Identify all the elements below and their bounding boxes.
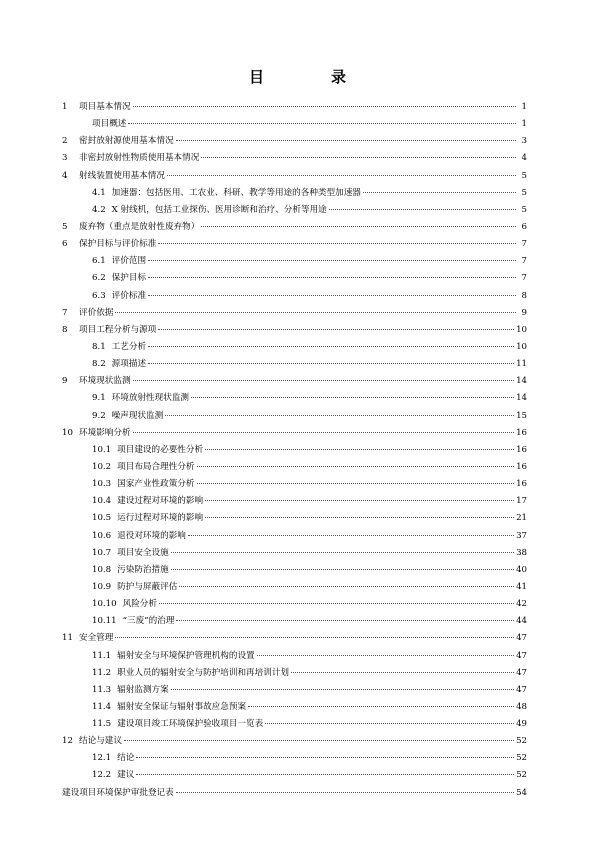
- toc-entry-number: 4.1: [92, 187, 106, 198]
- toc-entry-label: 射线装置使用基本情况: [79, 170, 165, 181]
- toc-entry-number: 9.1: [92, 393, 106, 404]
- toc-entry-page-number: 47: [516, 684, 527, 695]
- toc-entry-number: 8.1: [92, 341, 106, 352]
- toc-entry[interactable]: [62, 767, 527, 784]
- toc-entry-label: 防护与屏蔽评估: [117, 581, 178, 592]
- toc-entry-label: 职业人员的辐射安全与防护培训和再培训计划: [117, 667, 290, 678]
- toc-entry-page-number: 4: [521, 153, 527, 164]
- toc-entry-page-number: 17: [516, 496, 527, 507]
- toc-entry[interactable]: [62, 339, 527, 356]
- toc-entry-label: 评价范围: [111, 256, 147, 267]
- toc-leader-dots: [158, 243, 516, 244]
- toc-entry[interactable]: [62, 202, 527, 219]
- toc-entry-label: X 射线机，包括工业探伤、医用诊断和治疗、分析等用途: [111, 204, 327, 215]
- toc-entry[interactable]: [62, 390, 527, 407]
- toc-leader-dots: [171, 552, 514, 553]
- toc-entry[interactable]: [62, 579, 527, 596]
- toc-entry-number: 12: [62, 736, 73, 747]
- toc-entry[interactable]: [62, 510, 527, 527]
- toc-leader-dots: [191, 397, 514, 398]
- toc-entry[interactable]: [62, 322, 527, 339]
- toc-entry[interactable]: [62, 682, 527, 699]
- toc-entry-number: 11.4: [92, 701, 112, 712]
- toc-entry[interactable]: [62, 99, 527, 116]
- toc-entry-label: 建设项目竣工环境保护验收项目一览表: [117, 719, 264, 730]
- toc-entry-label: 风险分析: [122, 599, 157, 610]
- toc-leader-dots: [205, 517, 514, 518]
- toc-entry-page-number: 49: [516, 719, 527, 730]
- toc-entry-number: 10.4: [92, 496, 112, 507]
- toc-entry-number: 6.3: [92, 290, 106, 301]
- toc-leader-dots: [329, 209, 516, 210]
- toc-entry-page-number: 7: [521, 256, 527, 267]
- toc-entry-page-number: 48: [516, 701, 527, 712]
- toc-entry[interactable]: [62, 236, 527, 253]
- toc-leader-dots: [136, 757, 514, 758]
- toc-entry-page-number: 16: [516, 427, 527, 438]
- toc-entry-page-number: 5: [521, 170, 527, 181]
- toc-entry-label: 退役对环境的影响: [117, 530, 186, 541]
- toc-entry[interactable]: [62, 528, 527, 545]
- toc-entry-number: 10.6: [92, 530, 112, 541]
- toc-entry[interactable]: [62, 699, 527, 716]
- toc-entry-page-number: 6: [521, 221, 527, 232]
- toc-entry-label: 项目布局合理性分析: [117, 461, 195, 472]
- toc-leader-dots: [176, 792, 514, 793]
- toc-entry-label: 密封放射源使用基本情况: [79, 136, 174, 147]
- toc-entry-number: 8.2: [92, 359, 106, 370]
- toc-entry-label: 辐射安全保证与辐射事故应急预案: [117, 701, 247, 712]
- toc-entry[interactable]: [62, 373, 527, 390]
- toc-entry-label: 安全管理: [79, 633, 114, 644]
- toc-entry-page-number: 54: [516, 787, 527, 798]
- toc-entry[interactable]: [62, 785, 527, 802]
- toc-leader-dots: [197, 466, 515, 467]
- toc-entry-page-number: 44: [516, 616, 527, 627]
- toc-entry-label: 工艺分析: [111, 341, 147, 352]
- toc-entry-label: 加速器：包括医用、工农业、科研、教学等用途的各种类型加速器: [111, 187, 361, 198]
- toc-entry-number: 10.5: [92, 513, 112, 524]
- toc-leader-dots: [179, 586, 514, 587]
- toc-entry-page-number: 10: [516, 324, 527, 335]
- toc-entry[interactable]: [62, 270, 527, 287]
- toc-entry-label: “三废”的治理: [122, 616, 175, 627]
- toc-leader-dots: [148, 346, 514, 347]
- toc-leader-dots: [197, 483, 515, 484]
- toc-entry-page-number: 7: [521, 239, 527, 250]
- toc-entry-number: 11.1: [92, 650, 112, 661]
- toc-entry-number: 10: [62, 427, 73, 438]
- toc-leader-dots: [159, 603, 514, 604]
- toc-entry-page-number: 15: [516, 410, 527, 421]
- toc-entry-number: 7: [62, 307, 68, 318]
- toc-entry-number: 10.3: [92, 479, 112, 490]
- toc-entry-page-number: 10: [516, 341, 527, 352]
- toc-entry-page-number: 14: [516, 393, 527, 404]
- toc-entry-page-number: 3: [521, 136, 527, 147]
- toc-entry-page-number: 1: [521, 102, 527, 112]
- toc-entry-page-number: 47: [516, 650, 527, 661]
- toc-leader-dots: [205, 449, 514, 450]
- toc-entry-page-number: 47: [516, 633, 527, 644]
- toc-entry-page-number: 5: [521, 204, 527, 215]
- toc-entry-label: 污染防治措施: [117, 564, 169, 575]
- toc-entry-page-number: 1: [521, 119, 527, 130]
- toc-entry-page-number: 16: [516, 461, 527, 472]
- toc-leader-dots: [115, 637, 514, 638]
- toc-entry-label: 辐射安全与环境保护管理机构的设置: [117, 650, 255, 661]
- toc-entry[interactable]: [62, 168, 527, 185]
- toc-entry[interactable]: [62, 219, 527, 236]
- toc-leader-dots: [363, 192, 516, 193]
- toc-leader-dots: [148, 295, 516, 296]
- toc-entry-page-number: 52: [516, 753, 527, 764]
- toc-entry[interactable]: [62, 545, 527, 562]
- toc-entry-number: 1: [62, 102, 68, 112]
- toc-leader-dots: [115, 312, 516, 313]
- toc-entry[interactable]: [62, 596, 527, 613]
- toc-entry[interactable]: [62, 750, 527, 767]
- toc-entry-number: 8: [62, 324, 68, 335]
- toc-entry-number: 3: [62, 153, 68, 164]
- toc-leader-dots: [148, 260, 516, 261]
- toc-entry-label: 废弃物（重点是放射性废弃物）: [79, 221, 200, 232]
- toc-entry-number: 11: [62, 633, 73, 644]
- toc-leader-dots: [201, 157, 516, 158]
- toc-leader-dots: [176, 140, 516, 141]
- toc-entry-number: 10.8: [92, 564, 112, 575]
- toc-entry-number: 10.11: [92, 616, 117, 627]
- toc-entry-label: 环境现状监测: [79, 376, 131, 387]
- toc-entry[interactable]: [62, 356, 527, 373]
- toc-leader-dots: [128, 123, 516, 124]
- toc-entry-page-number: 40: [516, 564, 527, 575]
- toc-entry-label: 保护目标: [111, 273, 147, 284]
- toc-entry-label: 噪声现状监测: [111, 410, 164, 421]
- toc-leader-dots: [188, 535, 514, 536]
- toc-entry[interactable]: [62, 150, 527, 167]
- toc-entry-page-number: 42: [516, 599, 527, 610]
- toc-leader-dots: [133, 432, 514, 433]
- toc-entry[interactable]: [62, 493, 527, 510]
- toc-entry[interactable]: [62, 288, 527, 305]
- page-title: 目 录: [248, 68, 372, 86]
- toc-leader-dots: [171, 569, 514, 570]
- toc-leader-dots: [291, 672, 514, 673]
- toc-entry-number: 10.7: [92, 547, 112, 558]
- toc-leader-dots: [165, 415, 514, 416]
- toc-entry[interactable]: [62, 253, 527, 270]
- toc-entry-label: 环境放射性现状监测: [111, 393, 190, 404]
- toc-entry[interactable]: [62, 665, 527, 682]
- toc-entry-page-number: 5: [521, 187, 527, 198]
- toc-entry-page-number: 52: [516, 736, 527, 747]
- toc-entry-label: 建设过程对环境的影响: [117, 496, 204, 507]
- toc-entry-label: 建议: [117, 770, 135, 781]
- toc-entry-label: 项目概述: [92, 119, 127, 130]
- toc-entry-number: 12.1: [92, 753, 112, 764]
- toc-leader-dots: [257, 655, 514, 656]
- toc-entry-number: 6.2: [92, 273, 106, 284]
- toc-leader-dots: [248, 706, 514, 707]
- toc-leader-dots: [265, 723, 514, 724]
- toc-leader-dots: [167, 175, 516, 176]
- toc-entry-number: 6: [62, 239, 68, 250]
- toc-leader-dots: [201, 226, 516, 227]
- toc-entry[interactable]: [62, 185, 527, 202]
- toc-entry-number: 4.2: [92, 204, 106, 215]
- toc-entry-label: 评价依据: [79, 307, 114, 318]
- toc-entry-page-number: 37: [516, 530, 527, 541]
- toc-entry-number: 6.1: [92, 256, 106, 267]
- toc-entry[interactable]: [62, 733, 527, 750]
- toc-entry-number: 5: [62, 221, 68, 232]
- toc-leader-dots: [133, 106, 516, 107]
- toc-entry[interactable]: [62, 716, 527, 733]
- toc-entry-label: 运行过程对环境的影响: [117, 513, 204, 524]
- toc-entry[interactable]: [62, 116, 527, 133]
- toc-entry-page-number: 16: [516, 479, 527, 490]
- toc-leader-dots: [205, 500, 514, 501]
- toc-entry-number: 10.1: [92, 444, 112, 455]
- toc-entry-page-number: 47: [516, 667, 527, 678]
- toc-entry-page-number: 7: [521, 273, 527, 284]
- toc-entry[interactable]: [62, 408, 527, 425]
- toc-entry[interactable]: [62, 476, 527, 493]
- toc-entry-number: 9.2: [92, 410, 106, 421]
- toc-entry-label: 评价标准: [111, 290, 147, 301]
- toc-entry-page-number: 52: [516, 770, 527, 781]
- toc-entry-page-number: 9: [521, 307, 527, 318]
- toc-leader-dots: [124, 740, 514, 741]
- toc-entry-number: 2: [62, 136, 68, 147]
- toc-entry-number: 10.9: [92, 581, 112, 592]
- toc-leader-dots: [136, 774, 514, 775]
- toc-entry-label: 项目安全设施: [117, 547, 169, 558]
- toc-entry-page-number: 38: [516, 547, 527, 558]
- toc-leader-dots: [171, 689, 514, 690]
- toc-entry-number: 11.3: [92, 684, 112, 695]
- toc-entry-number: 11.5: [92, 719, 112, 730]
- toc-entry-label: 源项描述: [111, 359, 147, 370]
- toc-entry[interactable]: [62, 425, 527, 442]
- toc-entry-page-number: 11: [516, 359, 527, 370]
- toc-entry-label: 项目建设的必要性分析: [117, 444, 204, 455]
- toc-entry[interactable]: [62, 613, 527, 630]
- toc-entry[interactable]: [62, 305, 527, 322]
- toc-entry[interactable]: [62, 648, 527, 665]
- toc-entry[interactable]: [62, 630, 527, 647]
- toc-entry-label: 国家产业性政策分析: [117, 479, 195, 490]
- toc-entry-number: 9: [62, 376, 68, 387]
- table-of-contents: [62, 99, 527, 802]
- toc-entry-label: 建设项目环境保护审批登记表: [62, 787, 174, 798]
- toc-entry-label: 项目基本情况: [79, 102, 131, 112]
- toc-entry-page-number: 8: [521, 290, 527, 301]
- toc-leader-dots: [158, 329, 514, 330]
- toc-entry-number: 11.2: [92, 667, 112, 678]
- toc-entry-label: 结论与建议: [79, 736, 122, 747]
- toc-entry[interactable]: [62, 442, 527, 459]
- toc-entry-label: 保护目标与评价标准: [79, 239, 157, 250]
- toc-entry[interactable]: [62, 133, 527, 150]
- toc-entry[interactable]: [62, 459, 527, 476]
- toc-entry-number: 12.2: [92, 770, 112, 781]
- toc-entry-label: 非密封放射性物质使用基本情况: [79, 153, 200, 164]
- toc-entry-page-number: 14: [516, 376, 527, 387]
- toc-leader-dots: [148, 363, 514, 364]
- toc-entry-page-number: 16: [516, 444, 527, 455]
- toc-entry-page-number: 41: [516, 581, 527, 592]
- toc-leader-dots: [148, 277, 516, 278]
- toc-entry-label: 环境影响分析: [79, 427, 131, 438]
- toc-entry-number: 10.10: [92, 599, 117, 610]
- toc-entry-page-number: 21: [516, 513, 527, 524]
- toc-entry-label: 项目工程分析与源项: [79, 324, 157, 335]
- toc-entry-number: 10.2: [92, 461, 112, 472]
- toc-entry-number: 4: [62, 170, 68, 181]
- toc-leader-dots: [176, 620, 514, 621]
- toc-entry-label: 结论: [117, 753, 135, 764]
- toc-entry-label: 辐射监测方案: [117, 684, 169, 695]
- toc-entry[interactable]: [62, 562, 527, 579]
- toc-leader-dots: [133, 380, 514, 381]
